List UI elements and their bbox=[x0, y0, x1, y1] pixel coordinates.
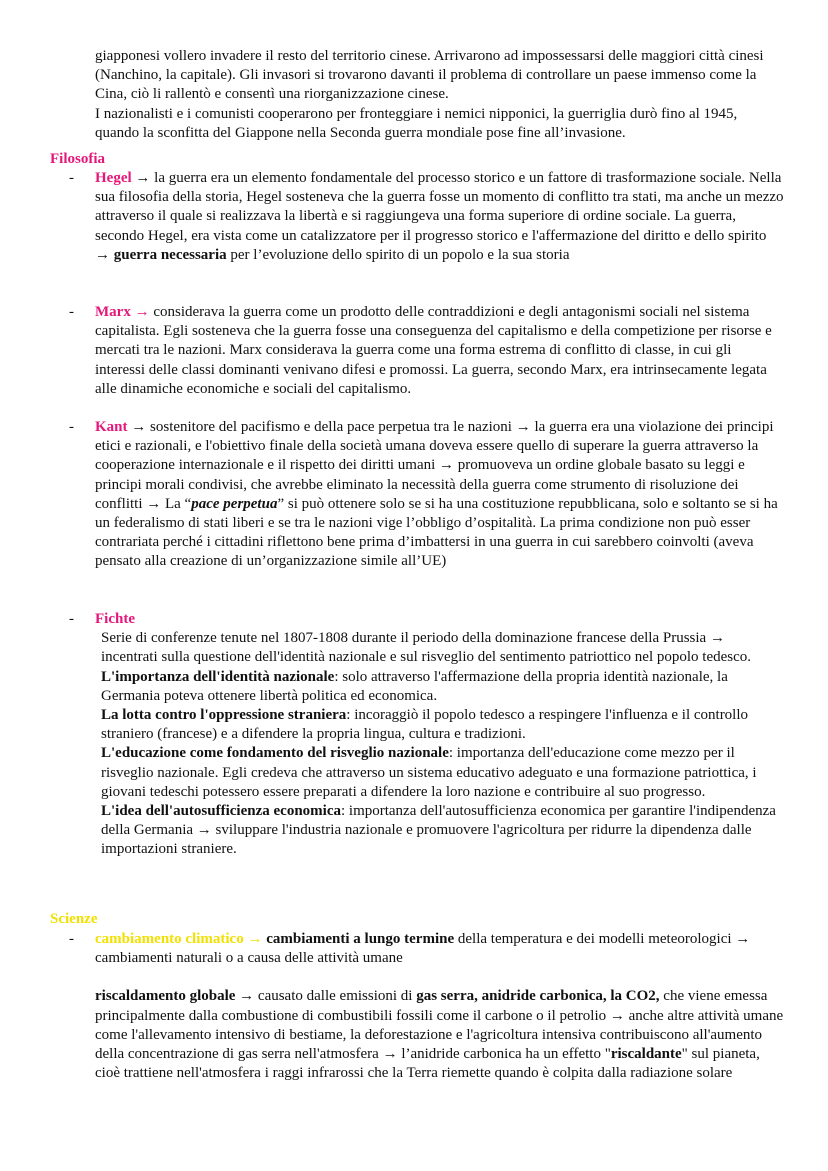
clima-name: cambiamento climatico bbox=[95, 931, 244, 947]
kant-text: sostenitore del pacifismo e della pace perpetua tra le nazioni → la guerra era una violazione dei principi etici e razionali, e l'obiettivo finale della società umana doveva essere quello di superare la guerra attraverso la cooperazione internazionale e il rispetto dei diritti umani → promuoveva un ordine globale basato su leggi e principi morali condivisi, che avrebbe eliminato la necessità della guerra come strumento di risoluzione dei conflitti → La “ bbox=[95, 419, 774, 512]
kant-name: Kant bbox=[95, 419, 128, 435]
marx-name: Marx bbox=[95, 304, 131, 320]
fichte-point-title: L'idea dell'autosufficienza economica bbox=[101, 803, 341, 820]
hegel-name: Hegel bbox=[95, 170, 132, 186]
list-dash: - bbox=[69, 931, 74, 947]
marx-text: considerava la guerra come un prodotto delle contraddizioni e degli antagonismi sociali nel sistema capitalista. Egli sosteneva che la guerra fosse una conseguenza del capitalismo e della competizione per risorse e mercati tra le nazioni. Marx considerava la guerra come una forma estrema di conflitto di classe, in cui gli interessi delle classi dominanti venivano difesi e promossi. La guerra, secondo Marx, era intrinsecamente legata alle dinamiche economiche e sociali del capitalismo. bbox=[95, 304, 772, 397]
fichte-point-text: : importanza dell'autosufficienza economica per garantire l'indipendenza della Germania → sviluppare l'industria nazionale e promuovere l'agricoltura per ridurre la dipendenza dalle importazioni straniere. bbox=[101, 803, 776, 858]
list-item-marx bbox=[69, 303, 785, 399]
hegel-text: la guerra era un elemento fondamentale del processo storico e un fattore di trasformazione sociale. Nella sua filosofia della storia, Hegel sosteneva che la guerra fosse un momento di conflitto tra stati, ma anche un mezzo attraverso il quale si realizzava la libertà e si raggiungeva una forma superiore di ordine sociale. La guerra, secondo Hegel, era vista come un catalizzatore per il progresso storico e l'affermazione del diritto e dello spirito bbox=[95, 170, 784, 244]
fichte-point-text: : importanza dell'educazione come mezzo per il risveglio nazionale. Egli credeva che attraverso un sistema educativo adeguato e una formazione patriottica, i giovani tedeschi potessero essere preparati a difendere la loro nazione e contribuire al suo progresso. bbox=[101, 745, 757, 800]
kant-paragraph bbox=[95, 418, 785, 572]
fichte-name: Fichte bbox=[95, 611, 135, 627]
fichte-point bbox=[101, 744, 785, 802]
kant-pace-perpetua: pace perpetua bbox=[191, 495, 278, 512]
arrow-icon: → bbox=[95, 246, 110, 263]
list-dash: - bbox=[69, 304, 74, 320]
marx-paragraph bbox=[95, 303, 785, 399]
intro-paragraph-2: I nazionalisti e i comunisti cooperarono per fronteggiare i nemici nipponici, la guerriglia durò fino al 1945, quando la sconfitta del Giappone nella Seconda guerra mondiale pose fine all’invasione. bbox=[95, 105, 738, 141]
separator: , bbox=[474, 988, 478, 1005]
fichte-point bbox=[101, 668, 785, 706]
fichte-body bbox=[95, 629, 785, 859]
fichte-point-text: : incoraggiò il popolo tedesco a respingere l'influenza e il controllo straniero (francese) e a difendere la propria lingua, cultura e tradizioni. bbox=[101, 707, 749, 743]
riscaldante-term: riscaldante bbox=[610, 1046, 682, 1063]
hegel-text-end: per l’evoluzione dello spirito di un popolo e la sua storia bbox=[230, 246, 570, 263]
arrow-icon: → bbox=[131, 419, 147, 435]
clima-text: della temperatura e dei modelli meteorologici → cambiamenti naturali o a causa delle attività umane bbox=[95, 931, 751, 967]
riscaldamento-text-2: che viene emessa principalmente dalla combustione di combustibili fossili come il carbone o il petrolio → anche altre attività umane come l'allevamento intensivo di bestiame, la deforestazione e l'agricoltura intensiva contribuiscono all'aumento della concentrazione di gas serra nell'atmosfera → l’anidride carbonica ha un effetto " bbox=[95, 988, 784, 1063]
list-dash: - bbox=[69, 419, 74, 435]
list-dash: - bbox=[69, 170, 74, 186]
clima-bold: cambiamenti a lungo termine bbox=[266, 931, 455, 947]
list-item-clima bbox=[69, 930, 785, 1083]
riscaldamento-text: → causato dalle emissioni di bbox=[239, 988, 413, 1005]
hegel-paragraph bbox=[95, 169, 785, 265]
riscaldamento-paragraph bbox=[95, 987, 785, 1083]
list-dash: - bbox=[69, 611, 74, 627]
co2-term: anidride carbonica, la CO2, bbox=[481, 988, 660, 1005]
fichte-point-title: L'importanza dell'identità nazionale bbox=[101, 668, 335, 685]
arrow-icon: → bbox=[135, 170, 151, 186]
arrow-icon: → bbox=[247, 931, 263, 947]
riscaldamento-title: riscaldamento globale bbox=[95, 988, 236, 1005]
fichte-intro: Serie di conferenze tenute nel 1807-1808 durante il periodo della dominazione francese della Prussia → incentrati sulla questione dell'identità nazionale e sul risveglio del sentimento patriottico nel popolo tedesco. bbox=[101, 630, 752, 666]
fichte-point-title: L'educazione come fondamento del risveglio nazionale bbox=[101, 745, 449, 762]
intro-paragraph-1: giapponesi vollero invadere il resto del territorio cinese. Arrivarono ad impossessarsi delle maggiori città cinesi (Nanchino, la capitale). Gli invasori si trovarono davanti il problema di controllare un paese immenso come la Cina, ciò li rallentò e consentì una riorganizzazione cinese. bbox=[95, 48, 764, 103]
list-item-fichte bbox=[69, 610, 785, 860]
clima-paragraph bbox=[95, 930, 785, 968]
list-item-kant bbox=[69, 418, 785, 572]
intro-section bbox=[95, 47, 785, 143]
gas-serra: gas serra bbox=[416, 988, 475, 1005]
heading-scienze: Scienze bbox=[50, 911, 98, 927]
fichte-point bbox=[101, 802, 785, 860]
heading-filosofia: Filosofia bbox=[50, 151, 105, 167]
list-item-hegel bbox=[69, 169, 785, 265]
arrow-icon: → bbox=[134, 304, 150, 320]
riscaldamento-text-3: " sul pianeta, cioè trattiene nell'atmosfera i raggi infrarossi che la Terra riemette quando è colpita dalla radiazione solare bbox=[95, 1046, 760, 1082]
hegel-bold-term: guerra necessaria bbox=[113, 246, 227, 263]
fichte-point-text: : solo attraverso l'affermazione della propria identità nazionale, la Germania poteva ottenere libertà politica ed economica. bbox=[101, 668, 728, 704]
fichte-point bbox=[101, 706, 785, 744]
fichte-point-title: La lotta contro l'oppressione straniera bbox=[101, 707, 347, 724]
kant-text-end: ” si può ottenere solo se si ha una costituzione repubblicana, solo e soltanto se si ha un federalismo di stati liberi e se tra le nazioni vige l’obbligo d’ospitalità. La prima condizione non può esser contrariata perché i cittadini riflettono bene prima d’imbattersi in una guerra in cui sarebbero coinvolti (aveva pensato alla creazione di un’organizzazione simile all’UE) bbox=[95, 495, 778, 570]
